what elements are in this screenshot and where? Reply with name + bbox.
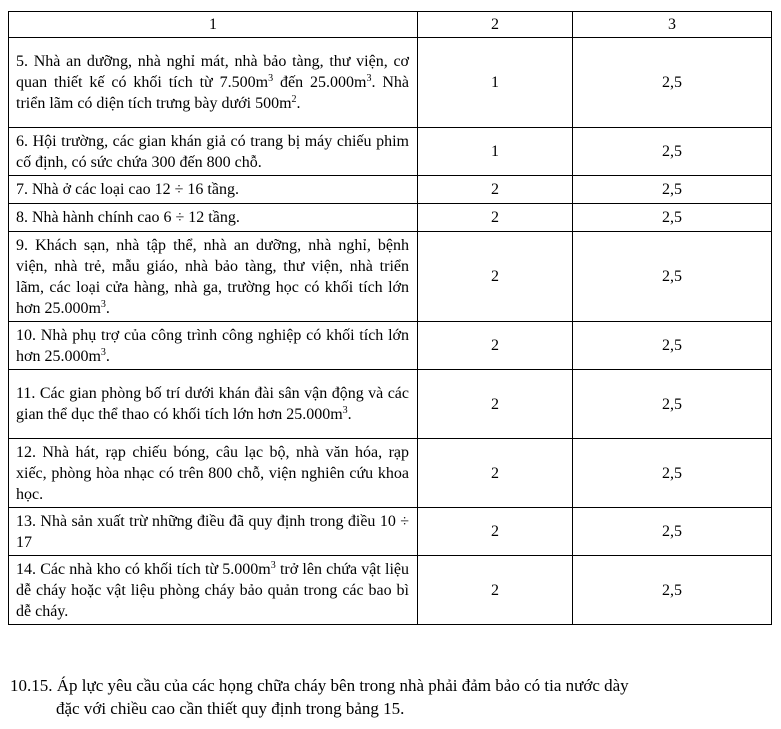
row-value-3: 2,5: [573, 508, 772, 556]
row-value-3: 2,5: [573, 232, 772, 322]
row-description: 5. Nhà an dưỡng, nhà nghỉ mát, nhà bảo tàng, thư viện, cơ quan thiết kế có khối tích từ $7.500m^3$ đến $25.000m^3$. Nhà triển lãm có diện tích trưng bày dưới $500m^2$.: [9, 38, 418, 128]
row-value-3: 2,5: [573, 128, 772, 176]
row-value-2: 1: [418, 38, 573, 128]
table-row: [9, 128, 772, 176]
clause-number: 10.15.: [10, 676, 53, 695]
row-value-3: 2,5: [573, 370, 772, 439]
table-row: [9, 204, 772, 232]
row-value-3: 2,5: [573, 204, 772, 232]
row-description: 13. Nhà sản xuất trừ những điều đã quy định trong điều 10 ÷ 17: [9, 508, 418, 556]
row-value-2: 2: [418, 439, 573, 508]
column-header-1: 1: [9, 12, 418, 38]
row-description: 14. Các nhà kho có khối tích từ $5.000m^3$ trở lên chứa vật liệu dễ cháy hoặc vật liệu phòng cháy bảo quản trong các bao bì dễ cháy.: [9, 556, 418, 625]
requirements-table: [8, 11, 772, 625]
row-description: 11. Các gian phòng bố trí dưới khán đài sân vận động và các gian thể dục thể thao có khối tích lớn hơn $25.000m^3$.: [9, 370, 418, 439]
row-description: 8. Nhà hành chính cao 6 ÷ 12 tầng.: [9, 204, 418, 232]
row-value-2: 2: [418, 508, 573, 556]
row-description: 12. Nhà hát, rạp chiếu bóng, câu lạc bộ, nhà văn hóa, rạp xiếc, phòng hòa nhạc có trên 800 chỗ, viện nghiên cứu khoa học.: [9, 439, 418, 508]
table-row: [9, 370, 772, 439]
table-row: [9, 556, 772, 625]
clause-text-line-2: đặc với chiều cao cần thiết quy định trong bảng 15.: [56, 699, 405, 718]
row-value-3: 2,5: [573, 322, 772, 370]
table-row: [9, 508, 772, 556]
table-row: [9, 439, 772, 508]
row-value-3: 2,5: [573, 556, 772, 625]
row-value-3: 2,5: [573, 38, 772, 128]
row-description: 9. Khách sạn, nhà tập thể, nhà an dưỡng, nhà nghỉ, bệnh viện, nhà trẻ, mẫu giáo, nhà bảo tàng, thư viện, nhà triển lãm, các loại cửa hàng, nhà ga, trường học có khối tích lớn hơn $25.000m^3$.: [9, 232, 418, 322]
table-row: [9, 38, 772, 128]
table-row: [9, 176, 772, 204]
row-value-2: 2: [418, 370, 573, 439]
row-value-2: 2: [418, 176, 573, 204]
table-header-row: [9, 12, 772, 38]
row-value-2: 1: [418, 128, 573, 176]
table-row: [9, 232, 772, 322]
row-value-3: 2,5: [573, 176, 772, 204]
row-value-3: 2,5: [573, 439, 772, 508]
column-header-2: 2: [418, 12, 573, 38]
row-value-2: 2: [418, 204, 573, 232]
row-value-2: 2: [418, 556, 573, 625]
row-description: 7. Nhà ở các loại cao 12 ÷ 16 tầng.: [9, 176, 418, 204]
clause-text-line-1: Áp lực yêu cầu của các họng chữa cháy bên trong nhà phải đảm bảo có tia nước dày: [56, 676, 629, 695]
row-description: 10. Nhà phụ trợ của công trình công nghiệp có khối tích lớn hơn $25.000m^3$.: [9, 322, 418, 370]
table-row: [9, 322, 772, 370]
row-description: 6. Hội trường, các gian khán giả có trang bị máy chiếu phim cố định, có sức chứa 300 đến 800 chỗ.: [9, 128, 418, 176]
clause-paragraph: [10, 674, 770, 720]
row-value-2: 2: [418, 232, 573, 322]
column-header-3: 3: [573, 12, 772, 38]
row-value-2: 2: [418, 322, 573, 370]
